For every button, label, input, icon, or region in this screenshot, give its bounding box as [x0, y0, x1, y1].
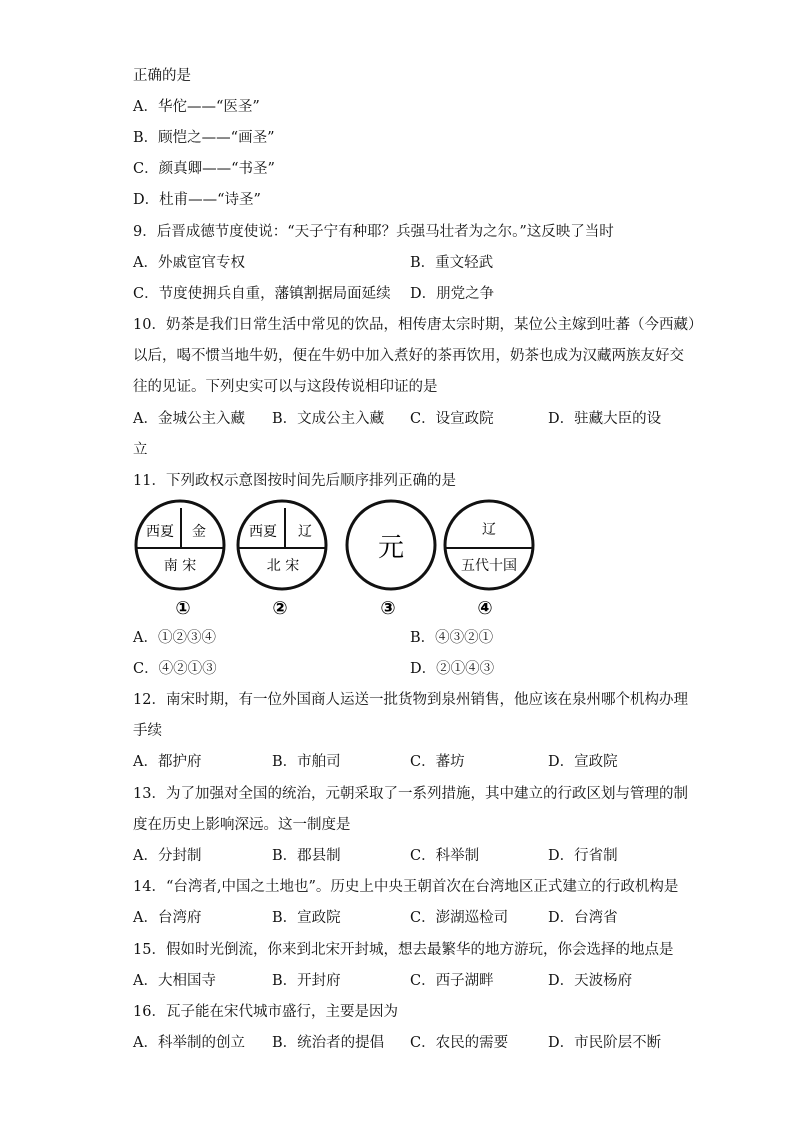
regime-diagram	[133, 498, 538, 620]
q16-stem: 16．瓦子能在宋代城市盛行，主要是因为	[133, 1004, 398, 1020]
q8-stem-tail: 正确的是	[133, 68, 191, 84]
q14-option-b: B．宣政院	[272, 910, 341, 926]
q9-option-d: D．朋党之争	[410, 286, 495, 302]
q10-option-a: A．金城公主入藏	[133, 411, 245, 427]
q8-option-c: C．颜真卿——“书圣”	[133, 161, 275, 177]
q14-option-c: C．澎湖巡检司	[410, 910, 509, 926]
c2-beisong-label: 北 宋	[266, 558, 300, 574]
q16-option-d: D．市民阶层不断	[548, 1035, 662, 1051]
q16-option-c: C．农民的需要	[410, 1035, 509, 1051]
q12-stem-line1: 12．南宋时期，有一位外国商人运送一批货物到泉州销售，他应该在泉州哪个机构办理	[133, 692, 688, 708]
c4-number: ④	[477, 598, 493, 619]
q12-option-b: B．市舶司	[272, 754, 341, 770]
regime-circle-1	[136, 501, 224, 619]
q13-stem-line2: 度在历史上影响深远。这一制度是	[133, 817, 351, 833]
c2-xixia-label: 西夏	[249, 524, 277, 540]
q13-stem-line1: 13．为了加强对全国的统治，元朝采取了一系列措施，其中建立的行政区划与管理的制	[133, 786, 688, 802]
q8-option-b: B．顾恺之——“画圣”	[133, 130, 275, 146]
q9-option-a: A．外戚宦官专权	[133, 255, 245, 271]
q11-option-b: B．④③②①	[410, 630, 494, 646]
regime-circle-2	[238, 501, 326, 619]
q10-option-b: B．文成公主入藏	[272, 411, 385, 427]
q10-option-d-wrap: 立	[133, 442, 148, 458]
q11-stem: 11．下列政权示意图按时间先后顺序排列正确的是	[133, 473, 456, 489]
q12-option-d: D．宣政院	[548, 754, 618, 770]
q16-option-a: A．科举制的创立	[133, 1035, 245, 1051]
c2-number: ②	[272, 598, 288, 619]
q12-stem-line2: 手续	[133, 723, 162, 739]
q15-option-b: B．开封府	[272, 973, 341, 989]
q8-option-a: A．华佗——“医圣”	[133, 99, 260, 115]
c1-number: ①	[175, 598, 191, 619]
q13-option-d: D．行省制	[548, 848, 618, 864]
q10-stem-line1: 10．奶茶是我们日常生活中常见的饮品，相传唐太宗时期，某位公主嫁到吐蕃（今西藏）	[133, 317, 703, 333]
q15-stem: 15．假如时光倒流，你来到北宋开封城，想去最繁华的地方游玩，你会选择的地点是	[133, 942, 674, 958]
q9-stem: 9．后晋成德节度使说：“天子宁有种耶？兵强马壮者为之尔。”这反映了当时	[133, 224, 614, 240]
q16-option-b: B．统治者的提倡	[272, 1035, 385, 1051]
c1-jin-label: 金	[192, 524, 206, 540]
q13-option-c: C．科举制	[410, 848, 480, 864]
regime-circle-4	[445, 501, 533, 619]
q14-option-a: A．台湾府	[133, 910, 202, 926]
c4-wudai-label: 五代十国	[461, 558, 517, 574]
c1-nansong-label: 南 宋	[163, 558, 197, 574]
q15-option-d: D．天波杨府	[548, 973, 633, 989]
q8-option-d: D．杜甫——“诗圣”	[133, 192, 261, 208]
q10-stem-line3: 往的见证。下列史实可以与这段传说相印证的是	[133, 379, 438, 395]
c3-number: ③	[380, 598, 396, 619]
q9-option-c: C．节度使拥兵自重，藩镇割据局面延续	[133, 286, 391, 302]
q11-option-a: A．①②③④	[133, 630, 216, 646]
q9-option-b: B．重文轻武	[410, 255, 494, 271]
regime-circle-3	[347, 501, 435, 619]
q11-option-c: C．④②①③	[133, 661, 217, 677]
q14-stem: 14．“台湾者,中国之土地也”。历史上中央王朝首次在台湾地区正式建立的行政机构是	[133, 879, 679, 895]
c2-liao-label: 辽	[298, 524, 312, 540]
q11-option-d: D．②①④③	[410, 661, 495, 677]
q15-option-a: A．大相国寺	[133, 973, 216, 989]
q15-option-c: C．西子湖畔	[410, 973, 494, 989]
q12-option-a: A．都护府	[133, 754, 202, 770]
c4-liao-label: 辽	[482, 522, 496, 538]
q10-stem-line2: 以后，喝不惯当地牛奶，便在牛奶中加入煮好的茶再饮用，奶茶也成为汉藏两族友好交	[133, 348, 684, 364]
q13-option-a: A．分封制	[133, 848, 202, 864]
c1-xixia-label: 西夏	[146, 524, 174, 540]
c3-yuan-label: 元	[377, 533, 405, 563]
q12-option-c: C．蕃坊	[410, 754, 465, 770]
q10-option-c: C．设宣政院	[410, 411, 494, 427]
q14-option-d: D．台湾省	[548, 910, 618, 926]
q13-option-b: B．郡县制	[272, 848, 341, 864]
q10-option-d: D．驻藏大臣的设	[548, 411, 662, 427]
